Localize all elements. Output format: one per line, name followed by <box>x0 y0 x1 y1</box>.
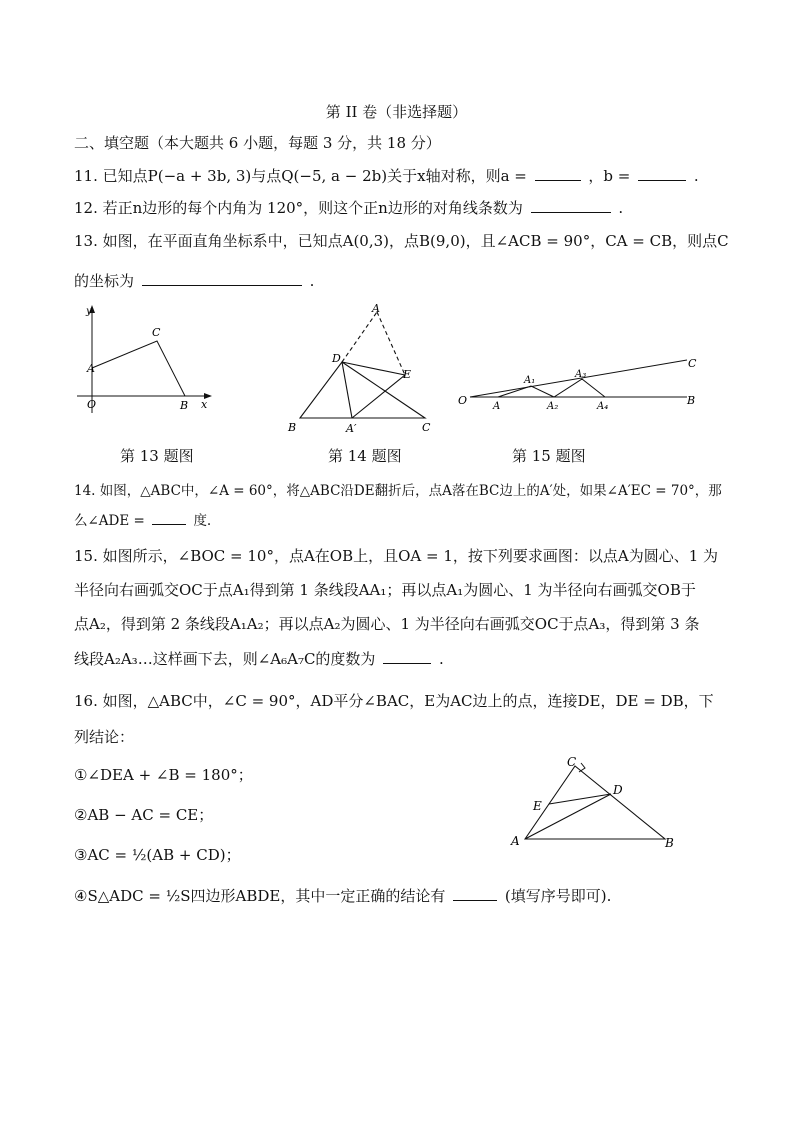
q13-end: . <box>309 272 315 290</box>
fig15-label-A1: A₁ <box>524 375 536 386</box>
q12-end: . <box>618 199 624 217</box>
q11-mid: ，b = <box>588 167 631 185</box>
fig16-label-B: B <box>665 836 674 850</box>
q15-end: . <box>439 650 444 668</box>
fig14-label-A: A <box>372 302 380 315</box>
q11-prefix: 11. 已知点P(−a + 3b, 3)与点Q(−5, a − 2b)关于x轴对称，则a = <box>74 167 527 185</box>
caption-fig14: 第 14 题图 <box>328 447 402 465</box>
fig13-label-x: x <box>201 398 208 411</box>
question-14-line1: 14. 如图，△ABC中，∠A = 60°，将△ABC沿DE翻折后，点A落在BC边上的A′处，如果∠A′EC = 70°，那 <box>74 483 722 499</box>
fig14-label-B: B <box>288 421 297 434</box>
fig15-label-B: B <box>687 394 696 407</box>
fig16-label-C: C <box>567 755 577 769</box>
q12-prefix: 12. 若正n边形的每个内角为 120°，则这个正n边形的对角线条数为 <box>74 199 523 217</box>
fig13-label-B: B <box>180 399 189 412</box>
q16-c4-end: (填写序号即可). <box>504 887 612 905</box>
fig15-label-A: A <box>493 401 501 412</box>
q15-line4: 线段A₂A₃…这样画下去，则∠A₆A₇C的度数为 <box>74 650 376 668</box>
figure-15 <box>455 352 705 417</box>
question-13-line1: 13. 如图，在平面直角坐标系中，已知点A(0,3)，点B(9,0)，且∠ACB = 90°，CA = CB，则点C <box>74 232 729 250</box>
question-14-line2 <box>74 509 211 529</box>
q16-c4-prefix: ④S△ADC = ½S四边形ABDE，其中一定正确的结论有 <box>74 887 446 905</box>
figure-14 <box>280 300 440 435</box>
fig14-label-D: D <box>332 352 341 365</box>
fig16-label-E: E <box>533 799 542 813</box>
fig15-label-C: C <box>688 357 697 370</box>
fig16-label-A: A <box>511 834 520 848</box>
q15-blank <box>383 649 431 664</box>
section-heading: 二、填空题（本大题共 6 小题，每题 3 分，共 18 分） <box>74 134 441 152</box>
fig15-label-A2: A₂ <box>547 401 559 412</box>
q16-conclusion-1: ①∠DEA + ∠B = 180°； <box>74 766 253 784</box>
section-title: 第 II 卷（非选择题） <box>325 103 468 121</box>
question-13-line2 <box>74 270 314 291</box>
q14-blank <box>152 512 186 525</box>
figure-16 <box>505 752 690 857</box>
fig15-label-A4: A₄ <box>597 401 609 412</box>
q14-line2: 么∠ADE = <box>74 513 145 529</box>
question-15-line1: 15. 如图所示，∠BOC = 10°，点A在OB上，且OA = 1，按下列要求画图：以点A为圆心、1 为 <box>74 547 719 565</box>
fig14-label-E: E <box>403 368 412 381</box>
q13-line2: 的坐标为 <box>74 272 135 290</box>
fig15-label-O: O <box>458 394 468 407</box>
q14-end: 度. <box>193 513 212 529</box>
question-16-line2: 列结论： <box>74 728 135 746</box>
q16-conclusion-2: ②AB − AC = CE； <box>74 806 214 824</box>
fig14-label-A-prime: A′ <box>346 422 357 435</box>
fig15-label-A3: A₃ <box>575 369 587 380</box>
question-11 <box>74 165 699 186</box>
q11-blank-a <box>535 166 581 181</box>
q16-conclusion-3: ③AC = ½(AB + CD)； <box>74 846 241 864</box>
fig14-label-C: C <box>422 421 431 434</box>
question-12 <box>74 197 623 218</box>
question-15-line2: 半径向右画弧交OC于点A₁得到第 1 条线段AA₁；再以点A₁为圆心、1 为半径向右画弧交OB于 <box>74 581 696 599</box>
fig13-label-O: O <box>87 398 97 411</box>
caption-fig15: 第 15 题图 <box>512 447 586 465</box>
q11-blank-b <box>638 166 686 181</box>
question-15-line4 <box>74 648 444 669</box>
question-15-line3: 点A₂，得到第 2 条线段A₁A₂；再以点A₂为圆心、1 为半径向右画弧交OC于点A₃，得到第 3 条 <box>74 615 700 633</box>
q13-blank <box>142 271 302 286</box>
q16-conclusion-4 <box>74 885 611 906</box>
fig13-label-C: C <box>152 326 161 339</box>
fig13-label-y: y <box>86 306 92 317</box>
question-16-line1: 16. 如图，△ABC中，∠C = 90°，AD平分∠BAC，E为AC边上的点，连接DE，DE = DB，下 <box>74 692 714 710</box>
q12-blank <box>531 198 611 213</box>
fig16-label-D: D <box>613 783 623 797</box>
q11-end: . <box>693 167 699 185</box>
fig13-label-A: A <box>87 362 95 375</box>
q16-blank <box>453 886 497 901</box>
figure-13 <box>72 298 222 423</box>
caption-fig13: 第 13 题图 <box>120 447 194 465</box>
